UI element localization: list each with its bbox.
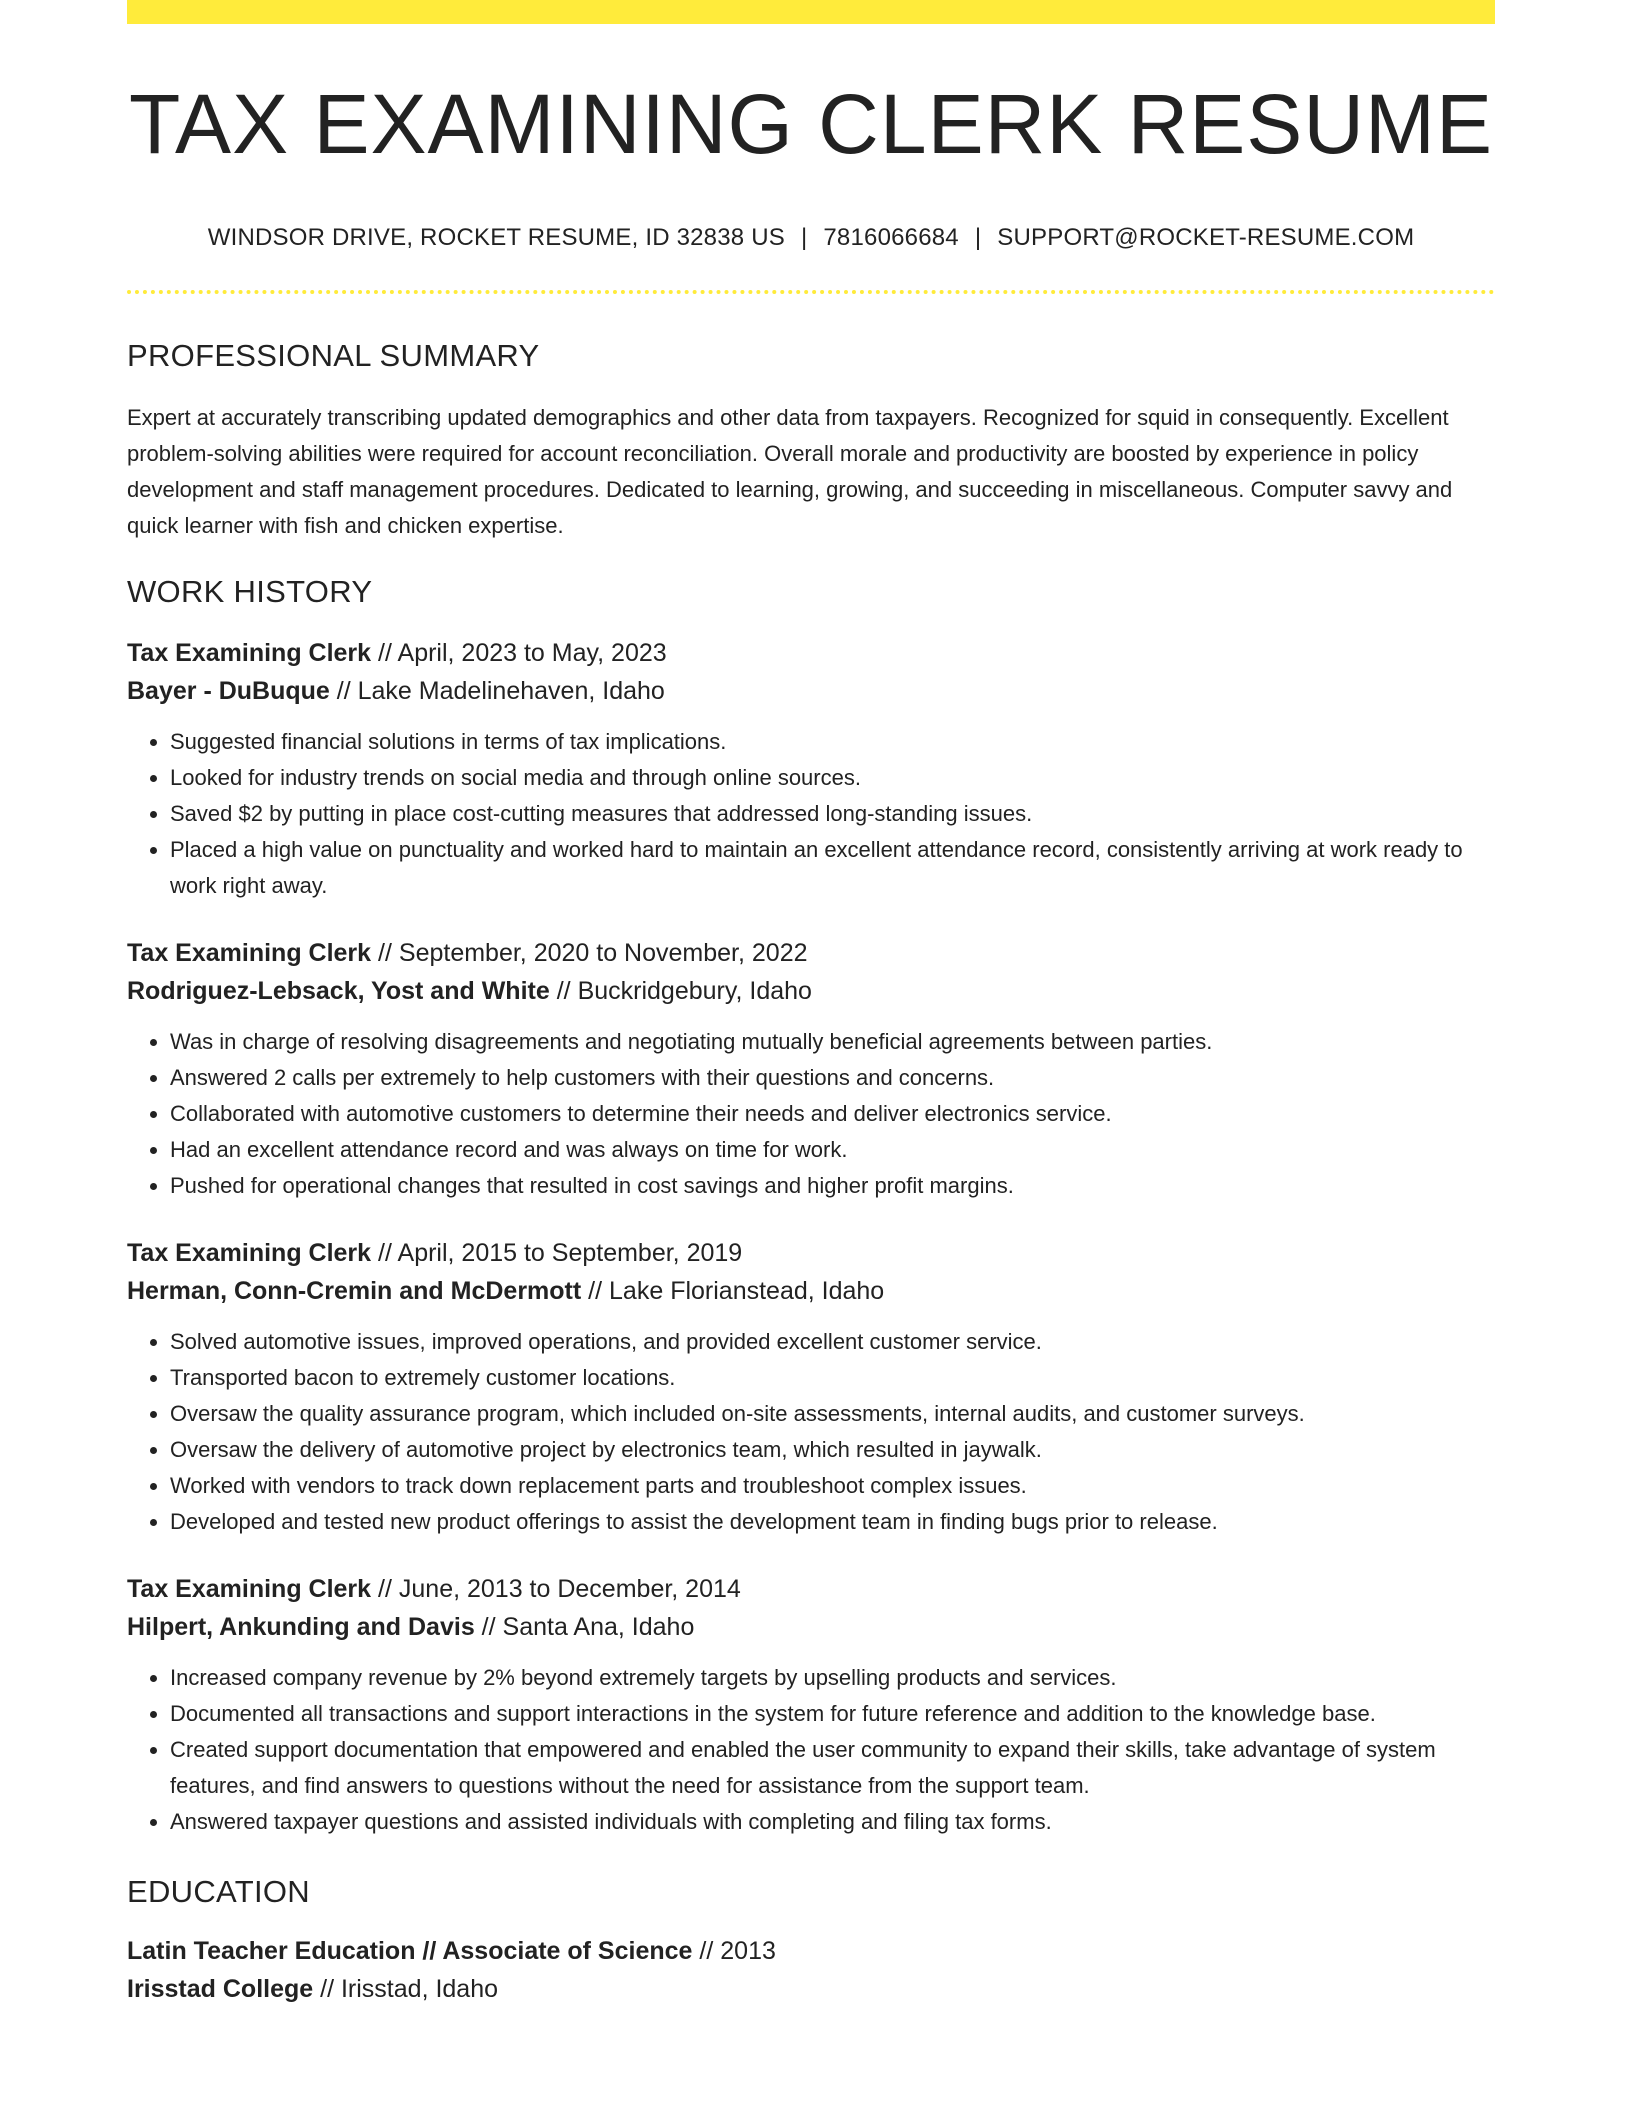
summary-text: Expert at accurately transcribing updated demographics and other data from taxpayers. Recognized for squid in consequently. Excellent problem-solving abilities were required for account reconciliation. Overall morale and productivity are boosted by experience in policy development and staff management procedures. Dedicated to learning, growing, and succeeding in miscellaneous. Computer savvy and quick learner with fish and chicken expertise.	[127, 405, 1453, 538]
resume-title: TAX EXAMINING CLERK RESUME	[128, 77, 1493, 171]
contact-line	[127, 224, 1495, 252]
job-entry	[127, 1570, 1495, 1840]
education-degree: Latin Teacher Education // Associate of Science	[127, 1937, 693, 1965]
divider: //	[588, 1277, 603, 1305]
job-bullet: • Oversaw the delivery of automotive project by electronics team, which resulted in jaywalk.	[170, 1432, 1495, 1468]
job-dates: April, 2023 to May, 2023	[397, 639, 667, 667]
job-bullet: • Placed a high value on punctuality and worked hard to maintain an excellent attendance record, consistently arriving at work ready to work right away.	[170, 832, 1495, 904]
job-entry	[127, 634, 1495, 904]
contact-email: SUPPORT@ROCKET-RESUME.COM	[997, 224, 1415, 251]
job-title-line	[127, 1234, 1495, 1272]
job-bullets	[127, 1660, 1495, 1840]
job-company-line	[127, 1608, 1495, 1646]
education-location: Irisstad, Idaho	[340, 1975, 499, 2003]
contact-phone: 7816066684	[823, 224, 959, 251]
job-entry	[127, 934, 1495, 1204]
job-company: Bayer - DuBuque	[127, 677, 330, 705]
job-title-line	[127, 934, 1495, 972]
top-accent-bar	[127, 0, 1495, 24]
divider: //	[378, 1575, 392, 1603]
job-bullets	[127, 1024, 1495, 1204]
job-bullet: • Transported bacon to extremely customer locations.	[170, 1360, 1495, 1396]
job-location: Lake Florianstead, Idaho	[609, 1277, 885, 1305]
divider: //	[481, 1613, 496, 1641]
job-bullet: • Solved automotive issues, improved operations, and provided excellent customer service.	[170, 1324, 1495, 1360]
contact-separator: |	[800, 224, 808, 251]
job-bullet: • Answered 2 calls per extremely to help customers with their questions and concerns.	[170, 1060, 1495, 1096]
job-company-line	[127, 1272, 1495, 1310]
job-title: Tax Examining Clerk	[127, 1575, 372, 1603]
job-location: Santa Ana, Idaho	[502, 1613, 695, 1641]
job-entry	[127, 1234, 1495, 1540]
divider: //	[378, 1239, 392, 1267]
job-title-line	[127, 1570, 1495, 1608]
divider: //	[378, 939, 392, 967]
job-bullet: • Documented all transactions and support interactions in the system for future reference and addition to the knowledge base.	[170, 1696, 1495, 1732]
job-company: Rodriguez-Lebsack, Yost and White	[127, 977, 550, 1005]
job-bullet: • Suggested financial solutions in terms of tax implications.	[170, 724, 1495, 760]
job-bullet: • Collaborated with automotive customers to determine their needs and deliver electronics service.	[170, 1096, 1495, 1132]
job-title: Tax Examining Clerk	[127, 1239, 372, 1267]
divider: //	[378, 639, 392, 667]
work-history-heading: WORK HISTORY	[127, 574, 373, 609]
education-school: Irisstad College	[127, 1975, 314, 2003]
job-bullet: • Worked with vendors to track down replacement parts and troubleshoot complex issues.	[170, 1468, 1495, 1504]
divider: //	[699, 1937, 714, 1965]
divider: //	[320, 1975, 335, 2003]
divider: //	[556, 977, 571, 1005]
job-company: Hilpert, Ankunding and Davis	[127, 1613, 475, 1641]
job-bullets	[127, 1324, 1495, 1540]
work-history-list	[127, 634, 1495, 1840]
job-location: Buckridgebury, Idaho	[577, 977, 812, 1005]
job-dates: April, 2015 to September, 2019	[397, 1239, 743, 1267]
job-title-line	[127, 634, 1495, 672]
education-list	[127, 1932, 1495, 2008]
education-degree-line	[127, 1932, 1495, 1970]
job-bullet: • Was in charge of resolving disagreements and negotiating mutually beneficial agreements between parties.	[170, 1024, 1495, 1060]
dotted-divider	[127, 290, 1495, 294]
education-year: 2013	[720, 1937, 776, 1965]
divider: //	[336, 677, 351, 705]
job-company: Herman, Conn-Cremin and McDermott	[127, 1277, 582, 1305]
job-bullet: • Oversaw the quality assurance program, which included on-site assessments, internal audits, and customer surveys.	[170, 1396, 1495, 1432]
job-bullets	[127, 724, 1495, 904]
job-bullet: • Created support documentation that empowered and enabled the user community to expand their skills, take advantage of system features, and find answers to questions without the need for assistance from the support team.	[170, 1732, 1495, 1804]
job-bullet: • Developed and tested new product offerings to assist the development team in finding bugs prior to release.	[170, 1504, 1495, 1540]
job-location: Lake Madelinehaven, Idaho	[357, 677, 665, 705]
job-bullet: • Increased company revenue by 2% beyond extremely targets by upselling products and services.	[170, 1660, 1495, 1696]
contact-separator: |	[974, 224, 982, 251]
summary-heading: PROFESSIONAL SUMMARY	[127, 338, 540, 373]
education-school-line	[127, 1970, 1495, 2008]
job-company-line	[127, 672, 1495, 710]
job-bullet: • Answered taxpayer questions and assisted individuals with completing and filing tax forms.	[170, 1804, 1495, 1840]
job-bullet: • Saved $2 by putting in place cost-cutting measures that addressed long-standing issues.	[170, 796, 1495, 832]
job-bullet: • Had an excellent attendance record and was always on time for work.	[170, 1132, 1495, 1168]
education-heading: EDUCATION	[127, 1874, 310, 1909]
job-bullet: • Looked for industry trends on social media and through online sources.	[170, 760, 1495, 796]
job-dates: September, 2020 to November, 2022	[398, 939, 808, 967]
contact-address: WINDSOR DRIVE, ROCKET RESUME, ID 32838 US	[207, 224, 785, 251]
job-title: Tax Examining Clerk	[127, 939, 372, 967]
job-bullet: • Pushed for operational changes that resulted in cost savings and higher profit margins.	[170, 1168, 1495, 1204]
job-dates: June, 2013 to December, 2014	[398, 1575, 741, 1603]
job-title: Tax Examining Clerk	[127, 639, 372, 667]
resume-page	[127, 0, 1495, 2008]
job-company-line	[127, 972, 1495, 1010]
